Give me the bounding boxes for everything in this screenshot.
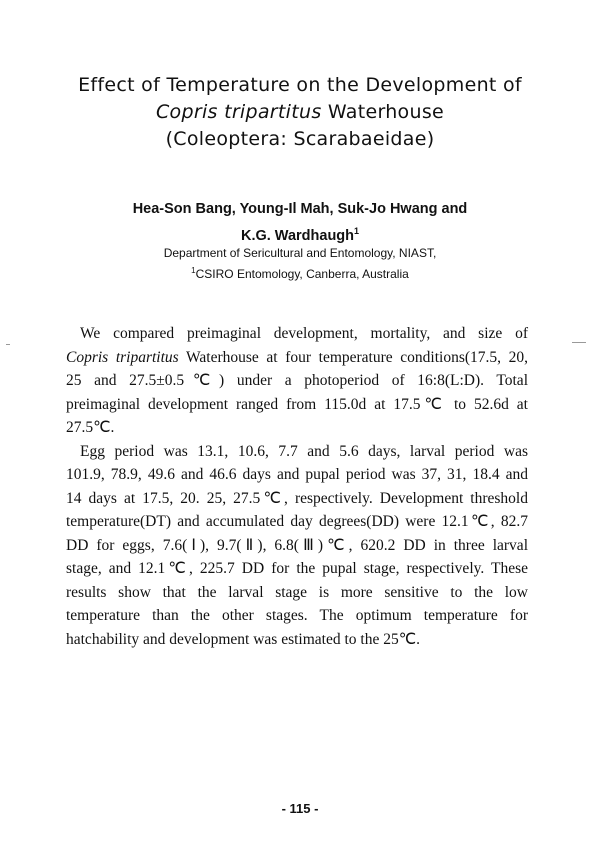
affiliation-mark: 1 (191, 266, 196, 275)
title-line-2 (40, 99, 560, 126)
abstract-line-text: Waterhouse at four temperature conditions(17.5, 20, (178, 348, 528, 366)
abstract-line: stage, and 12.1℃, 225.7 DD for the pupal stage, respectively. These (66, 560, 528, 577)
abstract-paragraph-2 (66, 440, 528, 652)
species-name: Copris tripartitus (66, 348, 179, 366)
abstract-line: 101.9, 78.9, 49.6 and 46.6 days and pupal period was 37, 31, 18.4 and (66, 466, 528, 483)
title-line-3: (Coleoptera: Scarabaeidae) (165, 128, 435, 150)
author-list (40, 198, 560, 247)
abstract-line: preimaginal development ranged from 115.0d at 17.5℃ to 52.6d at (66, 395, 528, 413)
abstract-line: results show that the larval stage is more sensitive to the low (66, 583, 528, 601)
affiliations (40, 244, 560, 283)
abstract-line (66, 346, 528, 370)
abstract-paragraph-1 (66, 322, 528, 440)
abstract-line: 25 and 27.5±0.5℃) under a photoperiod of 16:8(L:D). Total (66, 372, 528, 389)
abstract-line: 14 days at 17.5, 20. 25, 27.5℃, respectively. Development threshold (66, 489, 528, 507)
author-affiliation-mark: 1 (354, 226, 360, 236)
paper-title (40, 72, 560, 153)
title-line-1: Effect of Temperature on the Development of (78, 74, 522, 96)
affiliation-2 (40, 262, 560, 283)
abstract-line: temperature(DT) and accumulated day degrees(DD) were 12.1℃, 82.7 (66, 513, 528, 530)
abstract-line: temperature than the other stages. The optimum temperature for (66, 607, 528, 624)
authors-line-2 (40, 220, 560, 247)
author-wardhaugh: K.G. Wardhaugh (240, 228, 355, 244)
abstract-line: hatchability and development was estimated to the 25℃. (66, 630, 421, 648)
abstract-line: DD for eggs, 7.6(Ⅰ), 9.7(Ⅱ), 6.8(Ⅲ)℃, 620.2 DD in three larval (66, 536, 528, 554)
abstract-line: 27.5℃. (66, 419, 115, 436)
authors-line-1: Hea-Son Bang, Young-Il Mah, Suk-Jo Hwang and (132, 201, 468, 217)
affiliation-2-text: CSIRO Entomology, Canberra, Australia (195, 267, 409, 281)
title-species-name: Copris tripartitus (155, 101, 322, 123)
affiliation-1: Department of Sericultural and Entomology, NIAST, (163, 246, 437, 260)
abstract-line: Egg period was 13.1, 10.6, 7.7 and 5.6 days, larval period was (80, 442, 528, 460)
abstract (66, 322, 528, 651)
margin-mark-right (572, 342, 586, 343)
page-number: - 115 - (281, 801, 319, 816)
margin-mark-left (6, 344, 10, 345)
abstract-line: We compared preimaginal development, mortality, and size of (80, 325, 528, 342)
title-species-author: Waterhouse (321, 101, 445, 123)
